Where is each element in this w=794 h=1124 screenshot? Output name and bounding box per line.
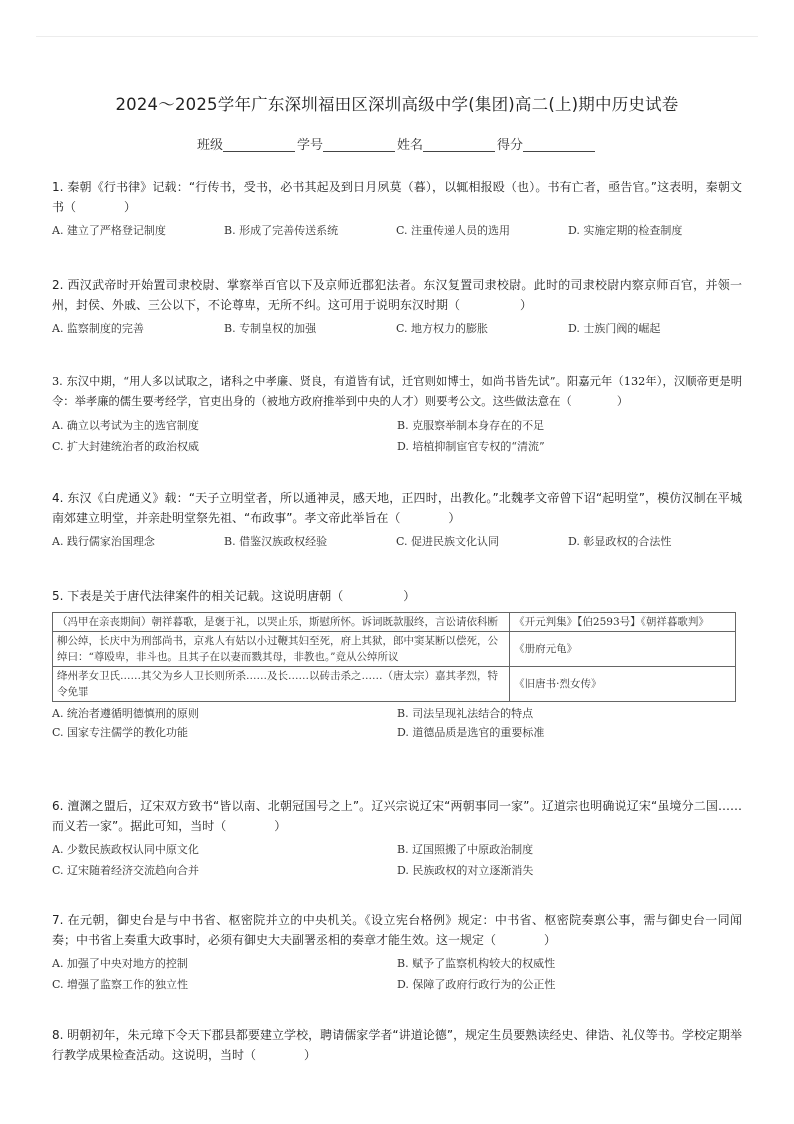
question-6	[52, 796, 742, 878]
info-score-blank[interactable]	[523, 137, 595, 152]
question-4	[52, 488, 742, 549]
option-b[interactable]: B. 形成了完善传送系统	[224, 224, 339, 237]
question-5	[52, 586, 742, 740]
info-number-label: 学号	[296, 138, 323, 153]
info-name-blank[interactable]	[423, 137, 495, 152]
table-cell-content: 柳公绰，长庆中为刑部尚书，京兆人有姑以小过鞭其妇至死，府上其狱，郎中窦某断以偿死，公绰曰：“尊殴卑，非斗也。且其子在以妻而戮其母，非教也。”竟从公绰所议	[53, 632, 510, 667]
option-row	[52, 320, 742, 336]
option-d[interactable]: D. 培植抑制宦官专权的“清流”	[397, 440, 545, 453]
option-d[interactable]: D. 实施定期的检查制度	[568, 224, 683, 237]
question-stem: 1. 秦朝《行书律》记载：“行传书，受书，必书其起及到日月夙莫（暮），以辄相报殴（也）。书有亡者，亟告官。”这表明，秦朝文书（ ）	[52, 180, 742, 214]
option-c[interactable]: C. 国家专注儒学的教化功能	[52, 726, 189, 739]
info-score	[497, 134, 597, 153]
option-grid	[52, 955, 742, 992]
option-c[interactable]: C. 促进民族文化认同	[396, 535, 500, 548]
question-stem: 3. 东汉中期，“用人多以试取之，诸科之中孝廉、贤良，有道皆有试，迁官则如博士，如尚书皆先试”。阳嘉元年（132年），汉顺帝更是明令：举孝廉的儒生要考经学，官吏出身的（被地方政府推举到中央的人才）则要考公文。这些做法意在（ ）	[52, 375, 742, 408]
option-c[interactable]: C. 地方权力的膨胀	[396, 322, 489, 335]
question-7	[52, 910, 742, 992]
option-row	[52, 222, 742, 238]
option-a[interactable]: A. 少数民族政权认同中原文化	[52, 843, 199, 856]
option-d[interactable]: D. 道德品质是选官的重要标准	[397, 726, 545, 739]
option-a[interactable]: A. 监察制度的完善	[52, 322, 144, 335]
option-d[interactable]: D. 民族政权的对立逐渐消失	[397, 864, 534, 877]
info-class-blank[interactable]	[223, 137, 295, 152]
option-c[interactable]: C. 扩大封建统治者的政治权威	[52, 440, 200, 453]
option-c[interactable]: C. 注重传递人员的选用	[396, 224, 511, 237]
option-d[interactable]: D. 保障了政府行政行为的公正性	[397, 978, 556, 991]
option-d[interactable]: D. 士族门阀的崛起	[568, 322, 661, 335]
table-cell-content: （冯甲在亲丧期间）朝祥暮歌，是褒于礼，以哭止乐，斯慰所怀。诉词既款服终，言讼请依科断	[53, 613, 510, 632]
info-name-label: 姓名	[397, 138, 424, 153]
table-cell-source: 《册府元龟》	[510, 632, 736, 667]
question-stem: 8. 明朝初年，朱元璋下令天下郡县都要建立学校，聘请儒家学者“讲道论德”，规定生员要熟读经史、律诰、礼仪等书。学校定期举行教学成果检查活动。这说明，当时（ ）	[52, 1028, 742, 1062]
option-b[interactable]: B. 借鉴汉族政权经验	[224, 535, 328, 548]
page-title: 2024～2025学年广东深圳福田区深圳高级中学(集团)高二(上)期中历史试卷	[115, 95, 679, 114]
question-8	[52, 1025, 742, 1065]
info-class	[197, 134, 297, 153]
top-divider	[36, 36, 758, 37]
option-d[interactable]: D. 彰显政权的合法性	[568, 535, 672, 548]
table-cell-source: 《旧唐书·烈女传》	[510, 667, 736, 702]
option-a[interactable]: A. 加强了中央对地方的控制	[52, 957, 188, 970]
option-a[interactable]: A. 统治者遵循明德慎刑的原则	[52, 707, 199, 720]
question-3	[52, 372, 742, 454]
question-stem: 5. 下表是关于唐代法律案件的相关记载。这说明唐朝（ ）	[52, 589, 416, 603]
question-stem: 2. 西汉武帝时开始置司隶校尉、掌察举百官以下及京师近郡犯法者。东汉复置司隶校尉。此时的司隶校尉内察京师百官，并领一州，封侯、外戚、三公以下，不论尊卑，无所不纠。这可用于说明东汉时期（ ）	[52, 278, 742, 312]
option-b[interactable]: B. 专制皇权的加强	[224, 322, 317, 335]
info-number-blank[interactable]	[323, 137, 395, 152]
student-info-line	[0, 134, 794, 153]
info-score-label: 得分	[497, 138, 524, 153]
question-2	[52, 275, 742, 336]
question-1	[52, 177, 742, 238]
option-grid	[52, 705, 742, 740]
option-b[interactable]: B. 司法呈现礼法结合的特点	[397, 707, 534, 720]
option-b[interactable]: B. 赋予了监察机构较大的权威性	[397, 957, 556, 970]
table-row	[53, 667, 736, 702]
question-stem: 4. 东汉《白虎通义》载：“天子立明堂者，所以通神灵，感天地，正四时，出教化。”北魏孝文帝曾下诏“起明堂”，模仿汉制在平城南郊建立明堂，并亲赴明堂祭先祖、“布政事”。孝文帝此举旨在（ ）	[52, 491, 742, 525]
option-c[interactable]: C. 辽宋随着经济交流趋向合并	[52, 864, 200, 877]
table-cell-source: 《开元判集》【伯2593号】《朝祥暮歌判》	[510, 613, 736, 632]
option-a[interactable]: A. 建立了严格登记制度	[52, 224, 166, 237]
option-c[interactable]: C. 增强了监察工作的独立性	[52, 978, 189, 991]
option-a[interactable]: A. 践行儒家治国理念	[52, 535, 155, 548]
option-b[interactable]: B. 克服察举制本身存在的不足	[397, 419, 545, 432]
option-a[interactable]: A. 确立以考试为主的选官制度	[52, 419, 199, 432]
info-name	[397, 134, 497, 153]
law-case-table	[52, 612, 736, 702]
info-number	[297, 134, 397, 153]
option-b[interactable]: B. 辽国照搬了中原政治制度	[397, 843, 534, 856]
table-row	[53, 632, 736, 667]
info-class-label: 班级	[196, 138, 223, 153]
question-stem: 7. 在元朝，御史台是与中书省、枢密院并立的中央机关。《设立宪台格例》规定：中书省、枢密院奏禀公事，需与御史台一同闻奏；中书省上奏重大政事时，必须有御史大夫副署丞相的奏章才能生效。这一规定（ ）	[52, 913, 742, 947]
option-row	[52, 533, 742, 549]
option-grid	[52, 417, 742, 454]
option-grid	[52, 841, 742, 878]
table-cell-content: 绛州孝女卫氏……其父为乡人卫长则所杀……及长……以砖击杀之……（唐太宗）嘉其孝烈，特令免罪	[53, 667, 510, 702]
table-row	[53, 613, 736, 632]
question-stem: 6. 澶渊之盟后，辽宋双方致书“皆以南、北朝冠国号之上”。辽兴宗说辽宋“两朝事同一家”。辽道宗也明确说辽宋“虽境分二国……而义若一家”。据此可知，当时（ ）	[52, 799, 742, 833]
